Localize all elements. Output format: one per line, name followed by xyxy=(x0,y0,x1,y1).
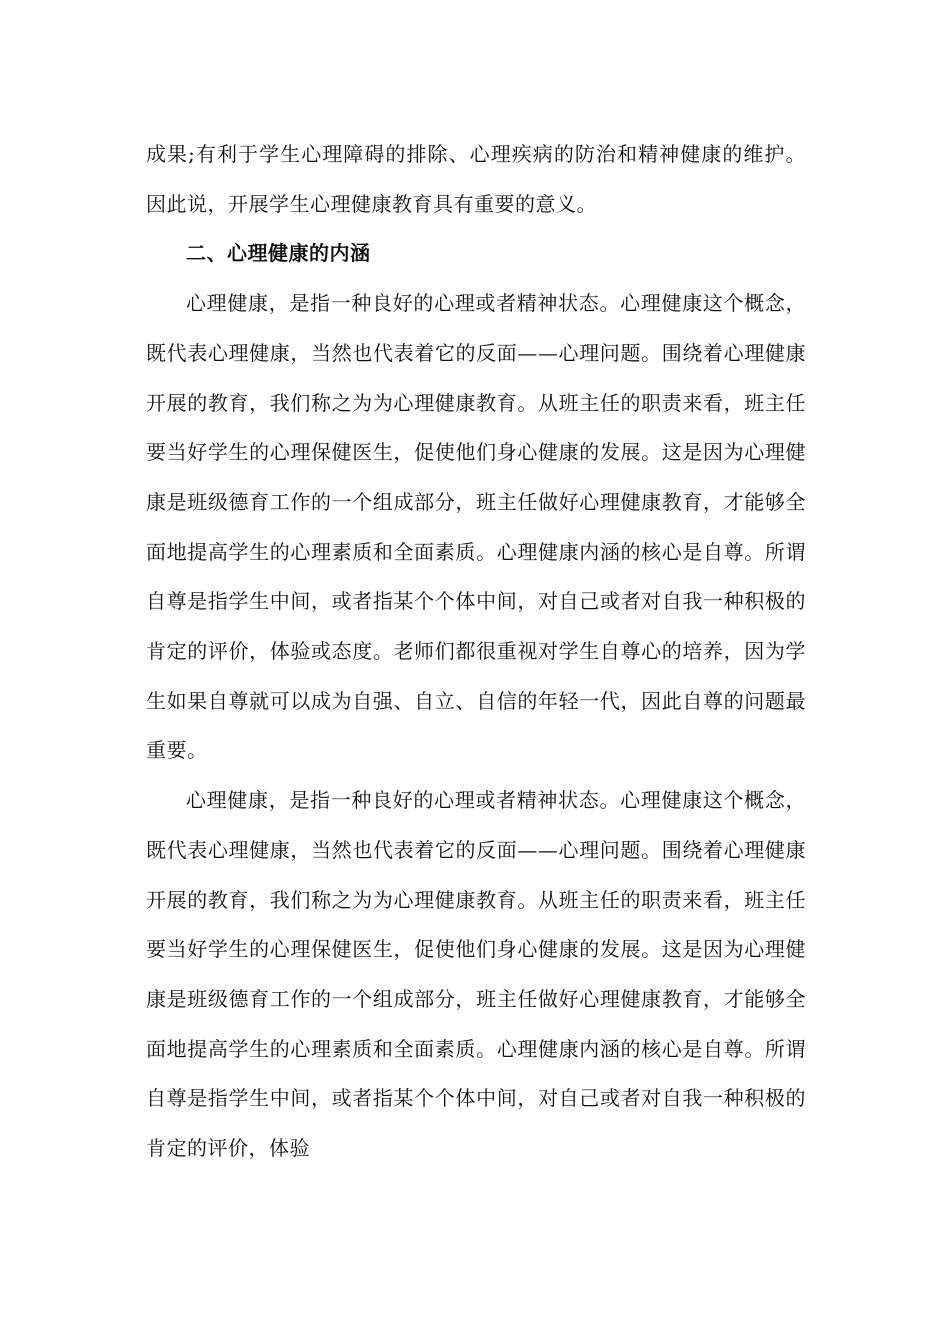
paragraph-2: 心理健康，是指一种良好的心理或者精神状态。心理健康这个概念，既代表心理健康，当然也代表着它的反面——心理问题。围绕着心理健康开展的教育，我们称之为为心理健康教育。从班主任的职责来看，班主任要当好学生的心理保健医生，促使他们身心健康的发展。这是因为心理健康是班级德育工作的一个组成部分，班主任做好心理健康教育，才能够全面地提高学生的心理素质和全面素质。心理健康内涵的核心是自尊。所谓自尊是指学生中间，或者指某个个体中间，对自己或者对自我一种积极的肯定的评价，体验 xyxy=(146,788,806,1161)
document-body xyxy=(146,130,806,1174)
paragraph-1: 心理健康，是指一种良好的心理或者精神状态。心理健康这个概念，既代表心理健康，当然也代表着它的反面——心理问题。围绕着心理健康开展的教育，我们称之为为心理健康教育。从班主任的职责来看，班主任要当好学生的心理保健医生，促使他们身心健康的发展。这是因为心理健康是班级德育工作的一个组成部分，班主任做好心理健康教育，才能够全面地提高学生的心理素质和全面素质。心理健康内涵的核心是自尊。所谓自尊是指学生中间，或者指某个个体中间，对自己或者对自我一种积极的肯定的评价，体验或态度。老师们都很重视对学生自尊心的培养，因为学生如果自尊就可以成为自强、自立、自信的年轻一代，因此自尊的问题最重要。 xyxy=(146,291,806,763)
section-heading: 二、心理健康的内涵 xyxy=(186,241,371,266)
paragraph-continuation: 成果;有利于学生心理障碍的排除、心理疾病的防治和精神健康的维护。因此说，开展学生心理健康教育具有重要的意义。 xyxy=(146,142,806,216)
